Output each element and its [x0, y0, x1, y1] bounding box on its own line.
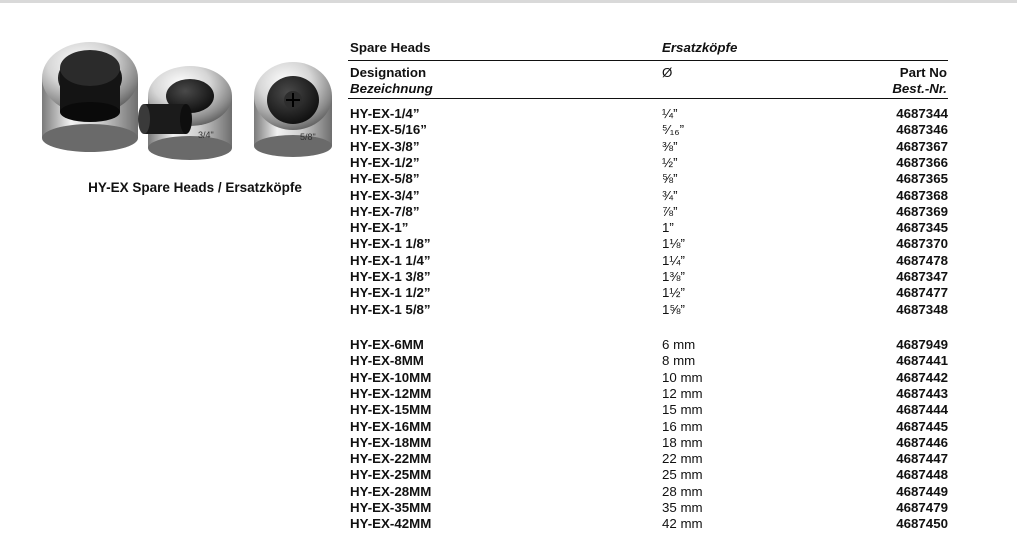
- row-part-number: 4687367: [896, 138, 948, 154]
- row-part-number: 4687345: [896, 220, 948, 236]
- row-diameter: 15 mm: [662, 402, 703, 418]
- row-part-number: 4687479: [896, 500, 948, 515]
- row-part-number: 4687369: [896, 203, 948, 219]
- row-diameter: 42 mm: [662, 516, 703, 532]
- row-designation: HY-EX-18MM: [350, 434, 432, 450]
- row-designation: HY-EX-3/8”: [350, 138, 420, 154]
- table-row: [348, 516, 948, 532]
- designation-header: Designation: [350, 65, 427, 80]
- row-designation: HY-EX-5/16”: [350, 122, 427, 138]
- spare-heads-photo: [38, 38, 338, 168]
- row-diameter: ⅞”: [662, 203, 678, 219]
- row-designation: HY-EX-1 1/8”: [350, 236, 431, 252]
- row-part-number: 4687450: [896, 516, 948, 532]
- svg-text:5/8": 5/8": [300, 132, 316, 142]
- row-part-number: 4687344: [896, 106, 948, 121]
- row-diameter: 8 mm: [662, 353, 696, 369]
- row-part-number: 4687478: [896, 252, 948, 268]
- row-diameter: 12 mm: [662, 385, 703, 401]
- section-title-de: Ersatzköpfe: [662, 40, 738, 55]
- row-diameter: ¼”: [662, 106, 678, 121]
- row-part-number: 4687441: [896, 353, 948, 369]
- table-row: [348, 484, 948, 500]
- row-designation: HY-EX-15MM: [350, 402, 432, 418]
- row-designation: HY-EX-12MM: [350, 385, 432, 401]
- row-diameter: 25 mm: [662, 467, 703, 483]
- part-no-header: Part No: [899, 65, 947, 80]
- row-designation: HY-EX-5/8”: [350, 171, 420, 187]
- table-row: [348, 302, 948, 318]
- row-part-number: 4687443: [896, 385, 948, 401]
- table-row: [348, 386, 948, 402]
- row-designation: HY-EX-10MM: [350, 369, 432, 385]
- table-row: [348, 419, 948, 435]
- row-designation: HY-EX-1 5/8”: [350, 301, 431, 317]
- row-diameter: ¾”: [662, 187, 678, 203]
- table-row: [348, 337, 948, 353]
- table-row: [348, 122, 948, 138]
- row-diameter: 18 mm: [662, 434, 703, 450]
- row-part-number: 4687348: [896, 301, 948, 317]
- part-no-header-de: Best.-Nr.: [892, 81, 947, 96]
- row-designation: HY-EX-1 3/8”: [350, 269, 431, 284]
- header-rule-top: [348, 60, 948, 61]
- row-diameter: 22 mm: [662, 451, 703, 467]
- row-designation: HY-EX-22MM: [350, 451, 432, 467]
- row-diameter: 10 mm: [662, 369, 703, 385]
- row-designation: HY-EX-28MM: [350, 483, 432, 499]
- product-caption: HY-EX Spare Heads / Ersatzköpfe: [88, 180, 302, 195]
- row-designation: HY-EX-1”: [350, 220, 409, 236]
- row-diameter: 16 mm: [662, 418, 703, 434]
- row-diameter: 1½”: [662, 285, 685, 301]
- spare-head-medium-icon: [138, 66, 232, 160]
- row-designation: HY-EX-1 1/4”: [350, 252, 431, 268]
- table-row: [348, 171, 948, 187]
- row-designation: HY-EX-3/4”: [350, 187, 420, 203]
- row-designation: HY-EX-16MM: [350, 418, 432, 434]
- spare-head-large-icon: [42, 42, 138, 152]
- row-part-number: 4687444: [896, 402, 948, 418]
- row-part-number: 4687346: [896, 122, 948, 138]
- diameter-header: Ø: [662, 65, 673, 80]
- row-part-number: 4687365: [896, 171, 948, 187]
- table-row: [348, 451, 948, 467]
- designation-header-de: Bezeichnung: [350, 81, 433, 96]
- table-row: [348, 220, 948, 236]
- row-diameter: ⅜”: [662, 138, 678, 154]
- row-diameter: 28 mm: [662, 483, 703, 499]
- row-part-number: 4687477: [896, 285, 948, 301]
- table-row: [348, 500, 948, 516]
- row-part-number: 4687949: [896, 337, 948, 352]
- row-designation: HY-EX-1 1/2”: [350, 285, 431, 301]
- table-row: [348, 467, 948, 483]
- row-designation: HY-EX-8MM: [350, 353, 424, 369]
- table-row: [348, 106, 948, 122]
- row-designation: HY-EX-42MM: [350, 516, 432, 532]
- row-diameter: ½”: [662, 154, 678, 170]
- row-part-number: 4687447: [896, 451, 948, 467]
- row-part-number: 4687446: [896, 434, 948, 450]
- row-designation: HY-EX-1/4”: [350, 106, 420, 121]
- table-row: [348, 236, 948, 252]
- table-row: [348, 139, 948, 155]
- row-diameter: ⁵⁄₁₆”: [662, 122, 685, 138]
- row-diameter: ⅝”: [662, 171, 678, 187]
- row-diameter: 1⅜”: [662, 269, 685, 284]
- table-row: [348, 370, 948, 386]
- row-designation: HY-EX-6MM: [350, 337, 424, 352]
- svg-text:3/4": 3/4": [198, 130, 214, 140]
- row-part-number: 4687347: [896, 269, 948, 284]
- row-designation: HY-EX-35MM: [350, 500, 432, 515]
- row-diameter: 35 mm: [662, 500, 703, 515]
- top-border: [0, 0, 1017, 3]
- row-part-number: 4687449: [896, 483, 948, 499]
- row-diameter: 1⅝”: [662, 301, 685, 317]
- row-part-number: 4687448: [896, 467, 948, 483]
- table-row: [348, 402, 948, 418]
- section-title-en: Spare Heads: [350, 40, 431, 55]
- table-row: [348, 155, 948, 171]
- row-part-number: 4687366: [896, 154, 948, 170]
- spare-head-small-icon: [254, 62, 332, 157]
- table-row: [348, 253, 948, 269]
- table-row: [348, 353, 948, 369]
- row-diameter: 6 mm: [662, 337, 696, 352]
- row-diameter: 1¼”: [662, 252, 685, 268]
- row-diameter: 1⅛”: [662, 236, 685, 252]
- row-part-number: 4687370: [896, 236, 948, 252]
- row-part-number: 4687445: [896, 418, 948, 434]
- row-designation: HY-EX-25MM: [350, 467, 432, 483]
- table-row: [348, 204, 948, 220]
- table-row: [348, 435, 948, 451]
- row-diameter: 1”: [662, 220, 674, 236]
- header-rule-bottom: [348, 98, 948, 99]
- row-part-number: 4687442: [896, 369, 948, 385]
- table-row: [348, 285, 948, 301]
- row-designation: HY-EX-7/8”: [350, 203, 420, 219]
- table-row: [348, 269, 948, 285]
- table-row: [348, 188, 948, 204]
- row-designation: HY-EX-1/2”: [350, 154, 420, 170]
- row-part-number: 4687368: [896, 187, 948, 203]
